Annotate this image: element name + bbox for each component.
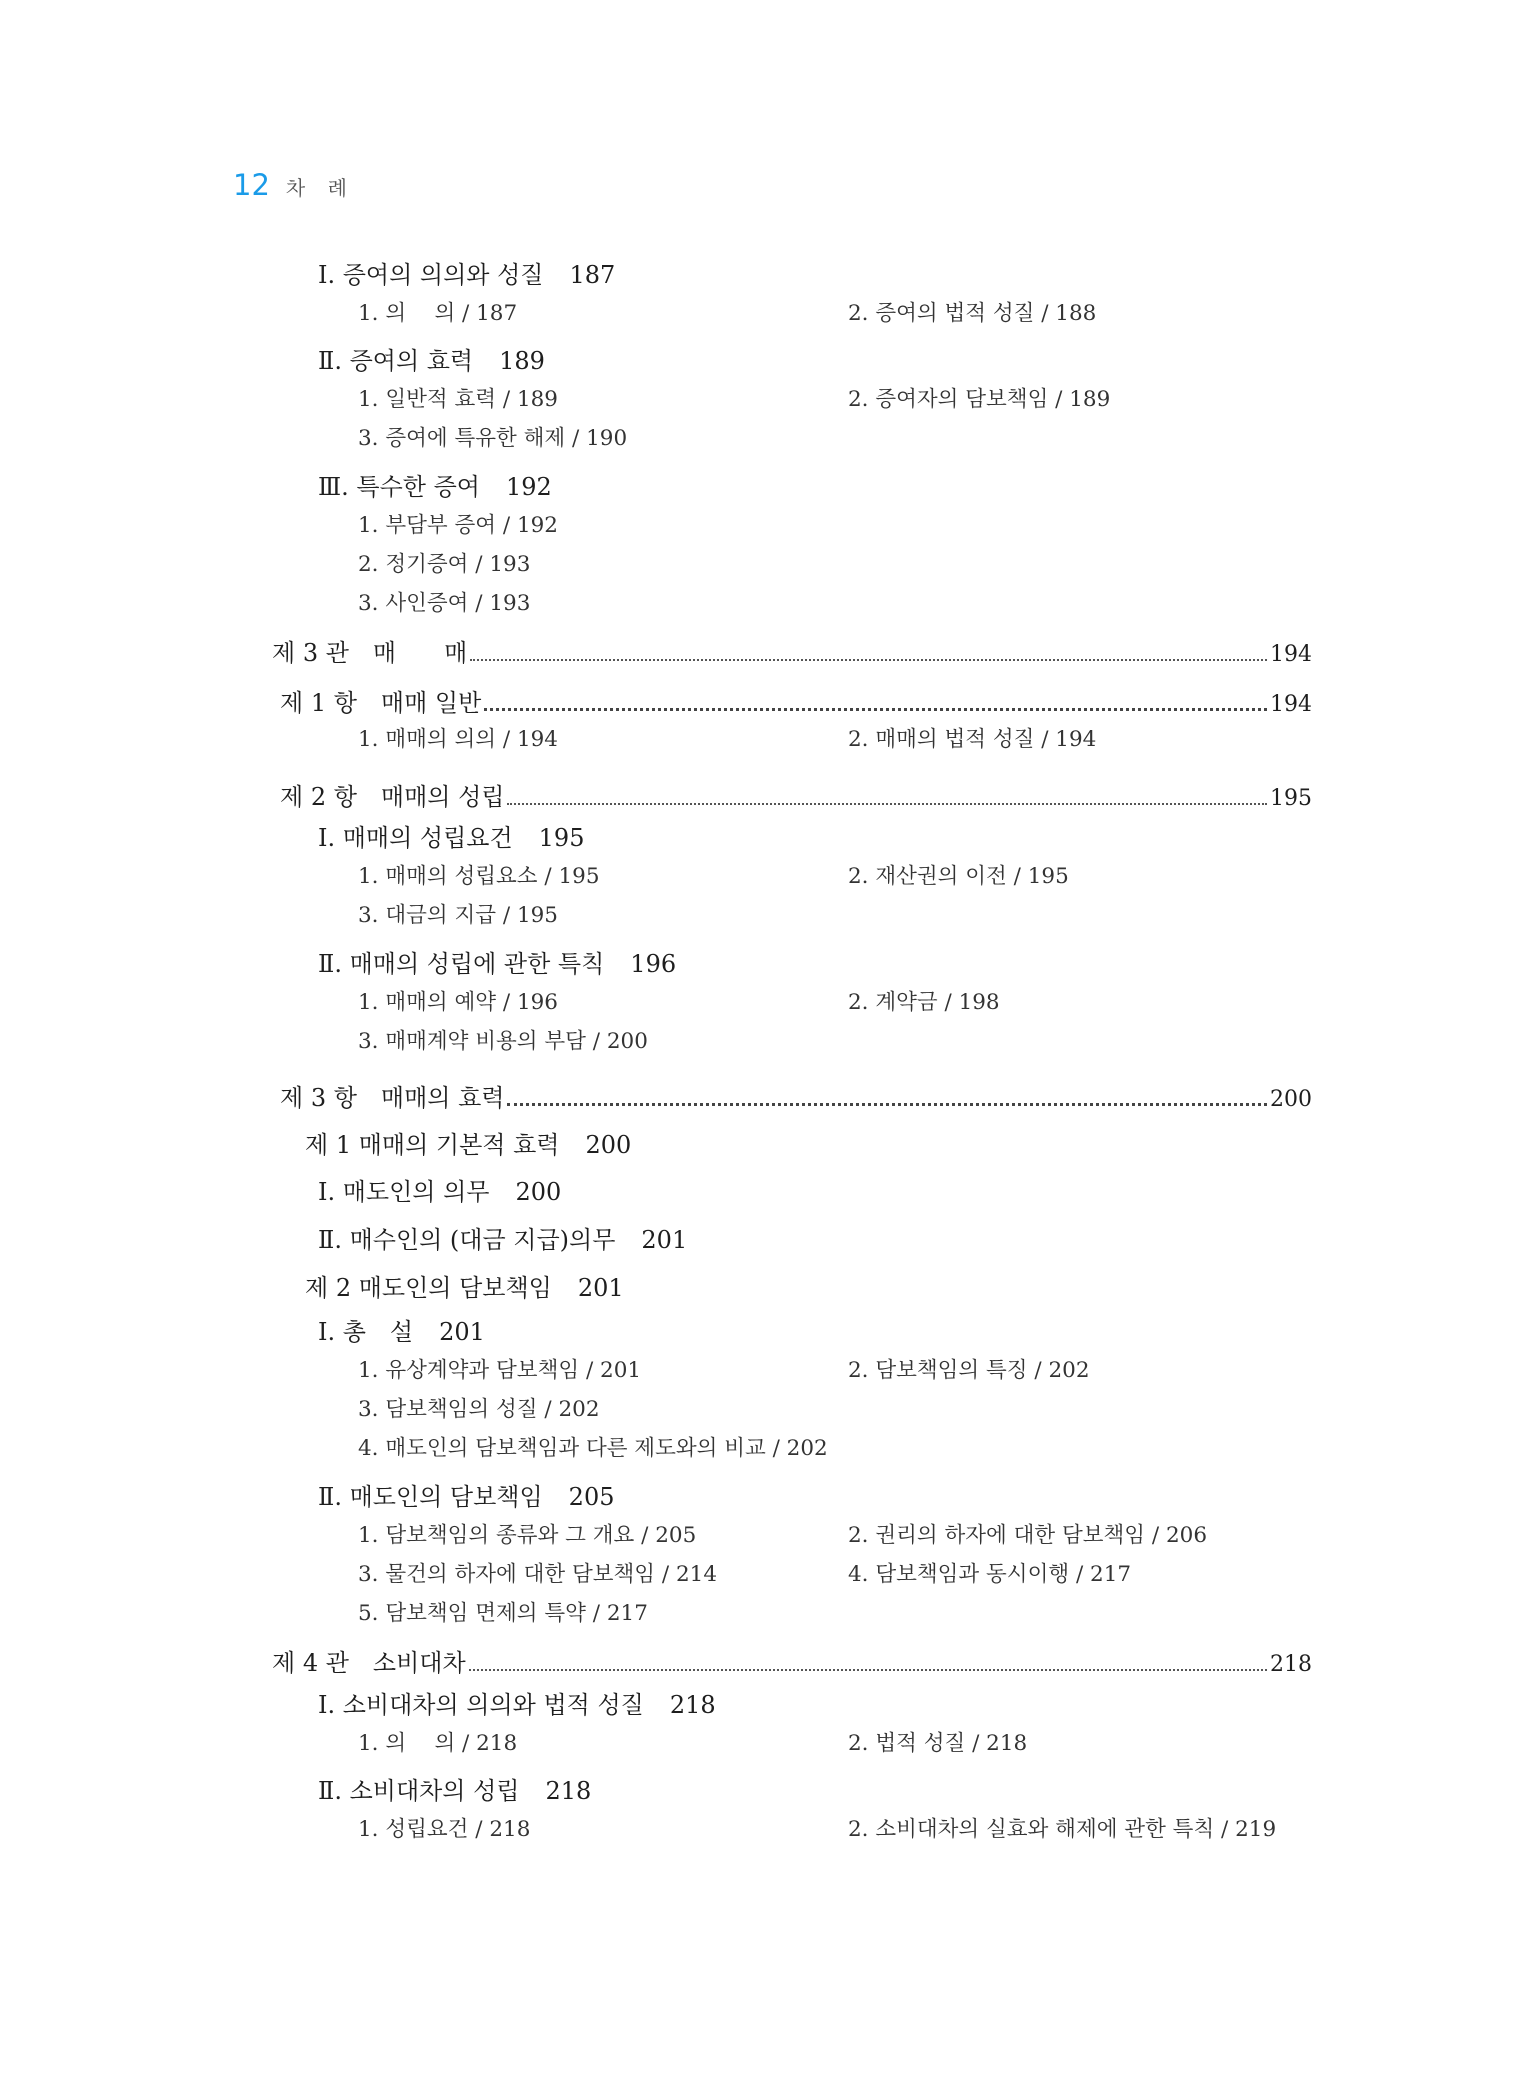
toc-page-number: 192 <box>505 473 552 501</box>
toc-section[interactable] <box>318 341 545 376</box>
toc-page-number: 187 <box>569 261 616 289</box>
toc-section-title: Ⅰ. 매도인의 의무 <box>318 1178 490 1206</box>
toc-subitem[interactable]: 2. 정기증여 / 193 <box>358 552 531 577</box>
toc-section-title: Ⅰ. 총 설 <box>318 1318 414 1346</box>
leader-dots <box>507 1083 1267 1106</box>
toc-subitem[interactable]: 2. 계약금 / 198 <box>848 990 1000 1015</box>
toc-hang-title: 제 3 항 매매의 효력 <box>280 1084 505 1112</box>
toc-section-title: Ⅱ. 소비대차의 성립 <box>318 1777 520 1805</box>
toc-subitem[interactable]: 4. 담보책임과 동시이행 / 217 <box>848 1562 1132 1587</box>
toc-page-number: 196 <box>630 950 677 978</box>
toc-section-title: Ⅰ. 매매의 성립요건 <box>318 824 513 852</box>
toc-page-number: 189 <box>499 347 545 375</box>
toc-subitem[interactable]: 1. 부담부 증여 / 192 <box>358 513 558 538</box>
toc-subitem[interactable]: 1. 일반적 효력 / 189 <box>358 387 558 412</box>
toc-section-title: Ⅲ. 특수한 증여 <box>318 473 480 501</box>
toc-hang-entry[interactable] <box>280 683 1312 717</box>
toc-subitem[interactable]: 1. 성립요건 / 218 <box>358 1817 531 1842</box>
toc-hang-title: 제 2 항 매매의 성립 <box>280 783 505 811</box>
toc-subitem[interactable]: 3. 매매계약 비용의 부담 / 200 <box>358 1029 648 1054</box>
toc-subitem[interactable]: 3. 대금의 지급 / 195 <box>358 903 558 928</box>
running-title: 차 례 <box>285 176 355 200</box>
toc-subitem[interactable]: 1. 매매의 성립요소 / 195 <box>358 864 600 889</box>
toc-page-number: 195 <box>538 824 585 852</box>
toc-page-number: 205 <box>568 1483 615 1511</box>
toc-page-number: 201 <box>439 1318 485 1346</box>
toc-section[interactable] <box>318 467 552 502</box>
toc-section[interactable] <box>318 944 676 979</box>
toc-subitem[interactable]: 2. 권리의 하자에 대한 담보책임 / 206 <box>848 1523 1208 1548</box>
toc-subitem[interactable]: 2. 매매의 법적 성질 / 194 <box>848 727 1097 752</box>
toc-page-number: 194 <box>1270 692 1312 717</box>
toc-section[interactable] <box>318 1771 591 1806</box>
toc-subitem[interactable]: 2. 재산권의 이전 / 195 <box>848 864 1069 889</box>
toc-page-number: 200 <box>585 1131 632 1159</box>
toc-subdivision[interactable] <box>305 1268 624 1303</box>
toc-subitem[interactable]: 1. 의 의 / 218 <box>358 1731 518 1756</box>
leader-dots <box>470 639 1267 661</box>
toc-section-title: Ⅰ. 소비대차의 의의와 법적 성질 <box>318 1691 644 1719</box>
toc-subitem[interactable]: 1. 매매의 의의 / 194 <box>358 727 558 752</box>
toc-subdivision-title: 제 2 매도인의 담보책임 <box>305 1274 552 1302</box>
toc-subitem[interactable]: 4. 매도인의 담보책임과 다른 제도와의 비교 / 202 <box>358 1436 828 1461</box>
leader-dots <box>484 688 1267 711</box>
toc-subitem[interactable]: 3. 증여에 특유한 해제 / 190 <box>358 426 628 451</box>
toc-gwan-entry[interactable] <box>272 1643 1312 1677</box>
toc-page-number: 218 <box>545 1777 592 1805</box>
toc-subitem[interactable]: 2. 증여의 법적 성질 / 188 <box>848 301 1097 326</box>
toc-section[interactable] <box>318 1685 716 1720</box>
toc-subdivision[interactable] <box>305 1125 631 1160</box>
toc-section-title: Ⅱ. 매수인의 (대금 지급)의무 <box>318 1226 616 1254</box>
toc-section[interactable] <box>318 1477 614 1512</box>
page-number: 12 <box>233 168 270 202</box>
toc-page-number: 200 <box>515 1178 562 1206</box>
leader-dots <box>507 783 1267 805</box>
toc-subitem[interactable]: 1. 매매의 예약 / 196 <box>358 990 558 1015</box>
toc-page-number: 218 <box>1270 1652 1312 1677</box>
toc-subitem[interactable]: 1. 유상계약과 담보책임 / 201 <box>358 1358 642 1383</box>
toc-page-number: 218 <box>669 1691 716 1719</box>
toc-subitem[interactable]: 1. 의 의 / 187 <box>358 301 518 326</box>
toc-page-number: 194 <box>1270 642 1312 667</box>
toc-section-title: Ⅱ. 매매의 성립에 관한 특칙 <box>318 950 605 978</box>
toc-subitem[interactable]: 2. 소비대차의 실효와 해제에 관한 특칙 / 219 <box>848 1817 1277 1842</box>
toc-hang-entry[interactable] <box>280 1078 1312 1112</box>
toc-subitem[interactable]: 2. 증여자의 담보책임 / 189 <box>848 387 1111 412</box>
toc-hang-entry[interactable] <box>280 777 1312 811</box>
toc-subitem[interactable]: 2. 담보책임의 특징 / 202 <box>848 1358 1090 1383</box>
toc-page-number: 195 <box>1270 786 1312 811</box>
toc-section-title: Ⅱ. 매도인의 담보책임 <box>318 1483 543 1511</box>
toc-subitem[interactable]: 1. 담보책임의 종류와 그 개요 / 205 <box>358 1523 697 1548</box>
toc-hang-title: 제 1 항 매매 일반 <box>280 689 482 717</box>
toc-page-number: 201 <box>577 1274 624 1302</box>
toc-section[interactable] <box>318 1172 561 1207</box>
toc-gwan-entry[interactable] <box>272 633 1312 667</box>
toc-subitem[interactable]: 3. 사인증여 / 193 <box>358 591 531 616</box>
toc-section[interactable] <box>318 1220 687 1255</box>
toc-section[interactable] <box>318 255 615 290</box>
toc-section[interactable] <box>318 1312 485 1347</box>
toc-subitem[interactable]: 5. 담보책임 면제의 특약 / 217 <box>358 1601 648 1626</box>
toc-section-title: Ⅰ. 증여의 의의와 성질 <box>318 261 544 289</box>
toc-subitem[interactable]: 3. 담보책임의 성질 / 202 <box>358 1397 600 1422</box>
toc-section-title: Ⅱ. 증여의 효력 <box>318 347 474 375</box>
toc-subitem[interactable]: 2. 법적 성질 / 218 <box>848 1731 1028 1756</box>
toc-section[interactable] <box>318 818 584 853</box>
toc-gwan-title: 제 3 관 매 매 <box>272 639 468 667</box>
toc-subitem[interactable]: 3. 물건의 하자에 대한 담보책임 / 214 <box>358 1562 718 1587</box>
leader-dots <box>469 1649 1267 1671</box>
toc-subdivision-title: 제 1 매매의 기본적 효력 <box>305 1131 560 1159</box>
toc-page-number: 201 <box>641 1226 688 1254</box>
toc-gwan-title: 제 4 관 소비대차 <box>272 1649 466 1677</box>
toc-page-number: 200 <box>1270 1087 1312 1112</box>
